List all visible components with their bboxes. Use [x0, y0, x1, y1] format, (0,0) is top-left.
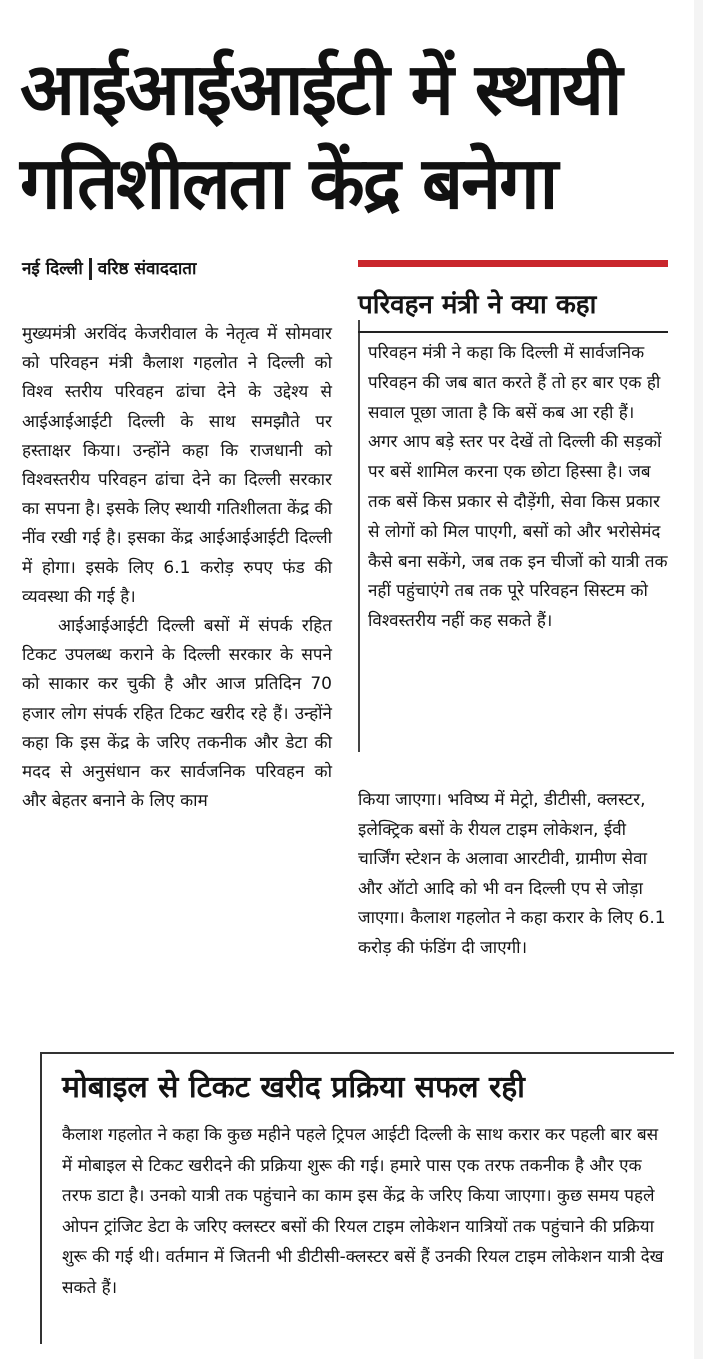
sidebar-accent-bar	[358, 260, 668, 267]
sidebar-text: परिवहन मंत्री ने कहा कि दिल्ली में सार्वजनिक परिवहन की जब बात करते हैं तो हर बार एक ही सवाल पूछा जाता है कि बसें कब आ रही हैं। अगर आप बड़े स्तर पर देखें तो दिल्ली की सड़कों पर बसें शामिल करना एक छोटा हिस्सा है। जब तक बसें किस प्रकार से दौड़ेंगी, सेवा किस प्रकार से लोगों को मिल पाएगी, बसों को और भरोसेमंद कैसे बना सकेंगे, जब तक इन चीजों को यात्री तक नहीं पहुंचाएंगे तब तक पूरे परिवहन सिस्टम को विश्वस्तरीय नहीं कह सकते हैं।	[368, 343, 668, 632]
article-body-right-column: किया जाएगा। भविष्य में मेट्रो, डीटीसी, क्लस्टर, इलेक्ट्रिक बसों के रीयल टाइम लोकेशन, ईवी चार्जिंग स्टेशन के अलावा आरटीवी, ग्रामीण सेवा और ऑटो आदि को भी वन दिल्ली एप से जोड़ा जाएगा। कैलाश गहलोत ने कहा करार के लिए 6.1 करोड़ की फंडिंग दी जाएगी।	[358, 790, 666, 958]
byline-author: वरिष्ठ संवाददाता	[97, 259, 197, 279]
headline	[20, 42, 685, 230]
headline-line-1: आईआईआईटी में स्थायी	[20, 47, 621, 131]
sidebar-title: परिवहन मंत्री ने क्या कहा	[358, 290, 597, 320]
byline-place: नई दिल्ली	[22, 259, 83, 279]
highlight-box-text: कैलाश गहलोत ने कहा कि कुछ महीने पहले ट्रिपल आईटी दिल्ली के साथ करार कर पहली बार बस में मोबाइल से टिकट खरीदने की प्रक्रिया शुरू की गई। हमारे पास एक तरफ तकनीक है और एक तरफ डाटा है। उनको यात्री तक पहुंचाने का काम इस केंद्र के जरिए किया जाएगा। कुछ समय पहले ओपन ट्रांजिट डेटा के जरिए क्लस्टर बसों की रियल टाइम लोकेशन यात्रियों तक पहुंचाने की प्रक्रिया शुरू की गई थी। वर्तमान में जितनी भी डीटीसी-क्लस्टर बसें हैं उनकी रियल टाइम लोकेशन यात्री देख सकते हैं।	[62, 1125, 664, 1298]
sidebar-box	[358, 260, 668, 637]
article-paragraph-1: मुख्यमंत्री अरविंद केजरीवाल के नेतृत्व में सोमवार को परिवहन मंत्री कैलाश गहलोत ने दिल्ली को विश्व स्तरीय परिवहन ढांचा देने के उद्देश्य से आईआईआईटी दिल्ली के साथ समझौते पर हस्ताक्षर किया। उन्होंने कहा कि राजधानी को विश्वस्तरीय परिवहन ढांचा देने का दिल्ली सरकार का सपना है। इसके लिए स्थायी गतिशीलता केंद्र की नींव रखी गई है। इसका केंद्र आईआईआईटी दिल्ली में होगा। इसके लिए 6.1 करोड़ रुपए फंड की व्यवस्था की गई है।	[22, 324, 332, 607]
highlight-box-title: मोबाइल से टिकट खरीद प्रक्रिया सफल रही	[62, 1070, 525, 1105]
page-edge	[694, 0, 703, 1359]
byline	[22, 256, 342, 280]
byline-separator	[89, 258, 92, 280]
article-paragraph-2: आईआईआईटी दिल्ली बसों में संपर्क रहित टिकट उपलब्ध कराने के दिल्ली सरकार के सपने को साकार कर चुकी है और आज प्रतिदिन 70 हजार लोग संपर्क रहित टिकट खरीद रहे हैं। उन्होंने कहा कि इस केंद्र के जरिए तकनीक और डेटा की मदद से अनुसंधान कर सार्वजनिक परिवहन को और बेहतर बनाने के लिए काम	[22, 616, 332, 812]
headline-line-2: गतिशीलता केंद्र बनेगा	[20, 141, 557, 225]
highlight-box	[40, 1052, 674, 1344]
sidebar-divider	[358, 331, 668, 333]
article-body-left-column	[22, 320, 332, 816]
